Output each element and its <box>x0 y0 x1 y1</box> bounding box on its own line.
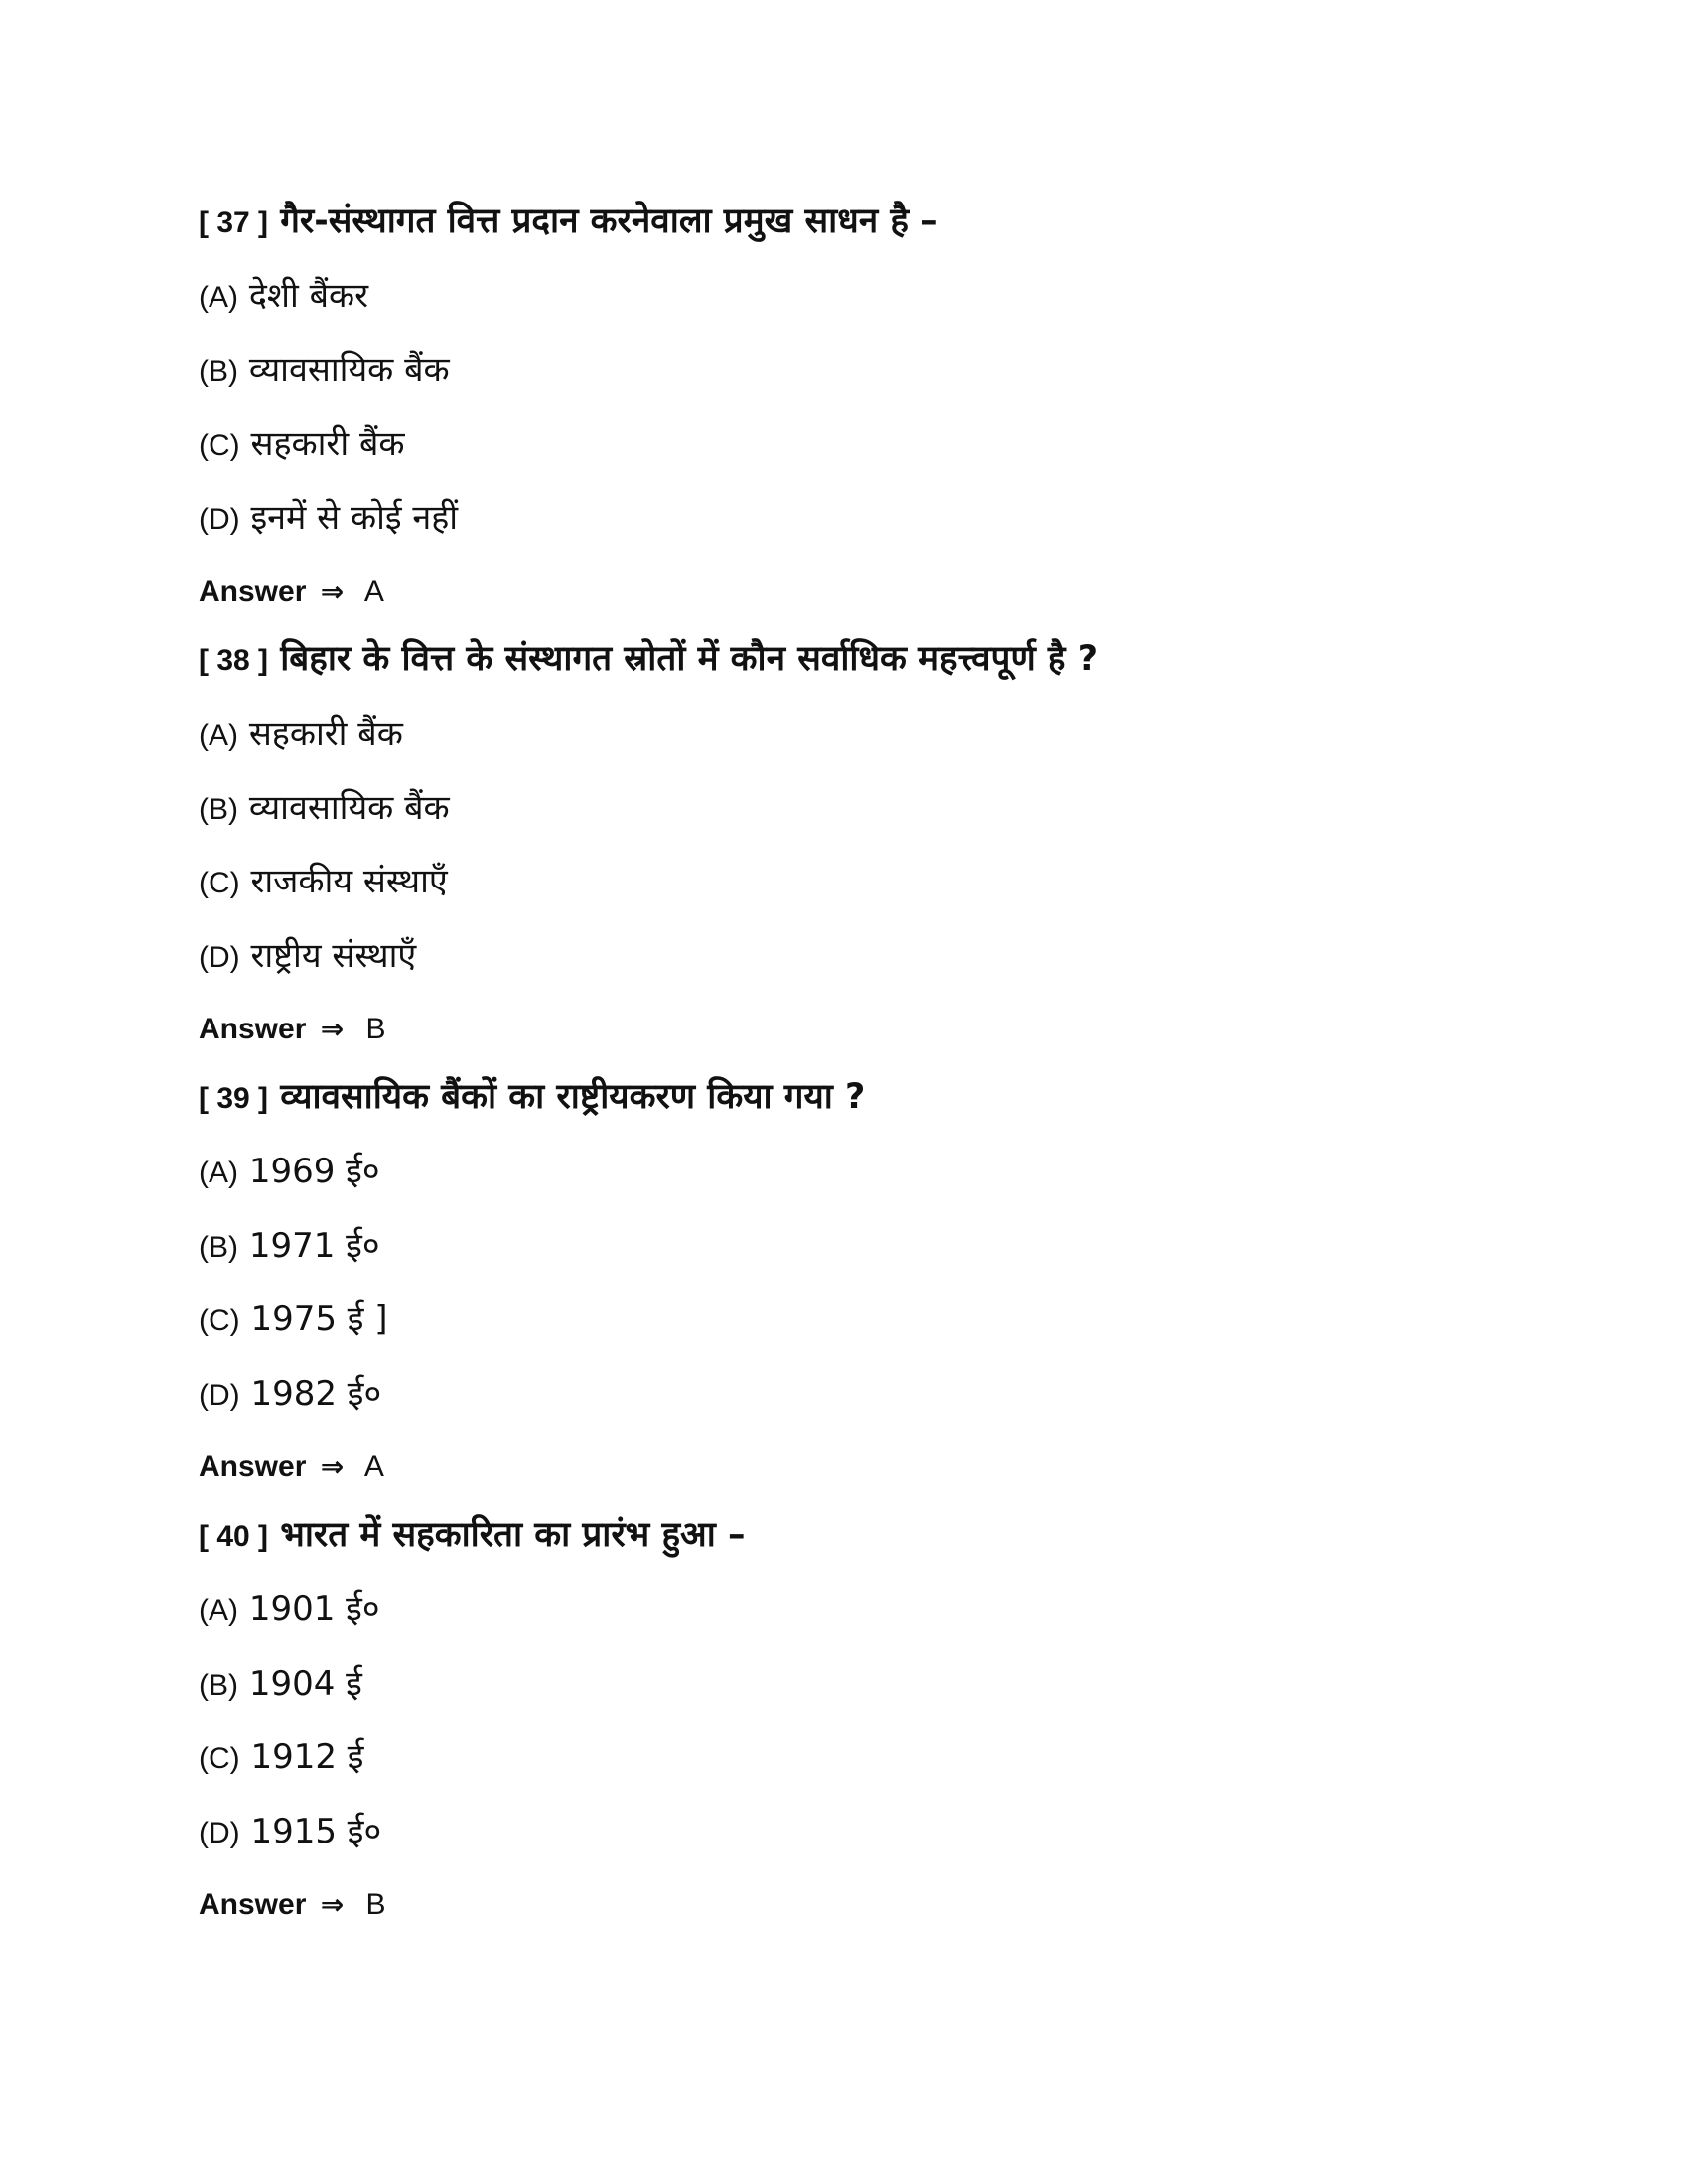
question-block-40 <box>199 1504 1489 1942</box>
option-c <box>199 851 1489 925</box>
answer-line <box>199 999 1489 1066</box>
question-page <box>199 191 1489 1942</box>
option-text: 1915 ई० <box>250 1811 382 1851</box>
option-c <box>199 1726 1489 1801</box>
right-double-arrow-icon: ⇒ <box>320 1888 345 1921</box>
option-d <box>199 1801 1489 1875</box>
option-letter: (D) <box>199 1378 240 1412</box>
question-heading <box>199 1066 1489 1141</box>
option-text: व्यावसायिक बैंक <box>248 349 450 390</box>
option-text: 1975 ई ] <box>250 1299 388 1339</box>
option-text: सहकारी बैंक <box>250 424 405 464</box>
option-c <box>199 413 1489 487</box>
option-text: 1982 ई० <box>250 1373 382 1414</box>
option-text: 1904 ई <box>248 1663 362 1704</box>
right-double-arrow-icon: ⇒ <box>320 1013 345 1045</box>
answer-line <box>199 1874 1489 1942</box>
question-number: [ 39 ] <box>199 1082 269 1115</box>
option-letter: (B) <box>199 792 238 826</box>
question-text: गैर-संस्थागत वित्त प्रदान करनेवाला प्रमुख साधन है – <box>280 202 938 241</box>
option-b <box>199 1215 1489 1290</box>
option-text: इनमें से कोई नहीं <box>250 497 459 538</box>
option-b <box>199 777 1489 852</box>
option-b <box>199 340 1489 414</box>
option-text: राष्ट्रीय संस्थाएँ <box>250 935 417 976</box>
option-letter: (C) <box>199 429 240 462</box>
answer-value: B <box>365 1888 386 1921</box>
answer-label: Answer <box>199 1013 307 1045</box>
answer-label: Answer <box>199 1888 307 1921</box>
question-block-38 <box>199 628 1489 1066</box>
answer-value: A <box>363 1450 384 1483</box>
option-letter: (D) <box>199 1816 240 1849</box>
question-number: [ 38 ] <box>199 644 269 677</box>
option-text: देशी बैंकर <box>248 276 369 316</box>
option-letter: (A) <box>199 1594 238 1627</box>
option-text: राजकीय संस्थाएँ <box>250 862 448 901</box>
question-heading <box>199 1504 1489 1578</box>
question-text: भारत में सहकारिता का प्रारंभ हुआ – <box>280 1515 746 1555</box>
option-letter: (B) <box>199 1668 238 1702</box>
option-letter: (B) <box>199 354 238 388</box>
question-number: [ 37 ] <box>199 206 269 239</box>
answer-value: A <box>363 575 384 608</box>
right-double-arrow-icon: ⇒ <box>320 1450 345 1483</box>
answer-label: Answer <box>199 575 307 608</box>
question-block-39 <box>199 1066 1489 1504</box>
option-text: 1969 ई० <box>248 1152 380 1191</box>
question-heading <box>199 628 1489 703</box>
question-heading <box>199 191 1489 265</box>
option-letter: (C) <box>199 1304 240 1337</box>
answer-value: B <box>365 1013 386 1045</box>
option-d <box>199 487 1489 562</box>
question-text: बिहार के वित्त के संस्थागत स्रोतों में कौन सर्वाधिक महत्त्वपूर्ण है ? <box>280 639 1099 679</box>
option-text: 1912 ई <box>250 1737 364 1777</box>
answer-label: Answer <box>199 1450 307 1483</box>
option-letter: (D) <box>199 502 240 536</box>
option-b <box>199 1653 1489 1727</box>
right-double-arrow-icon: ⇒ <box>320 575 345 608</box>
option-d <box>199 1363 1489 1437</box>
question-block-37 <box>199 191 1489 628</box>
option-letter: (D) <box>199 940 240 974</box>
option-letter: (C) <box>199 1742 240 1775</box>
option-letter: (A) <box>199 719 238 751</box>
option-letter: (A) <box>199 281 238 314</box>
option-a <box>199 1578 1489 1653</box>
option-a <box>199 703 1489 777</box>
answer-line <box>199 561 1489 628</box>
option-letter: (B) <box>199 1230 238 1264</box>
answer-line <box>199 1436 1489 1504</box>
option-c <box>199 1289 1489 1363</box>
question-text: व्यावसायिक बैंकों का राष्ट्रीयकरण किया गया ? <box>280 1077 866 1117</box>
option-letter: (C) <box>199 867 240 899</box>
option-text: 1971 ई० <box>248 1225 380 1266</box>
option-text: व्यावसायिक बैंक <box>248 787 450 828</box>
option-a <box>199 265 1489 340</box>
option-a <box>199 1141 1489 1215</box>
option-text: सहकारी बैंक <box>248 714 403 753</box>
option-letter: (A) <box>199 1157 238 1189</box>
option-d <box>199 925 1489 1000</box>
question-number: [ 40 ] <box>199 1520 269 1553</box>
option-text: 1901 ई० <box>248 1589 380 1629</box>
